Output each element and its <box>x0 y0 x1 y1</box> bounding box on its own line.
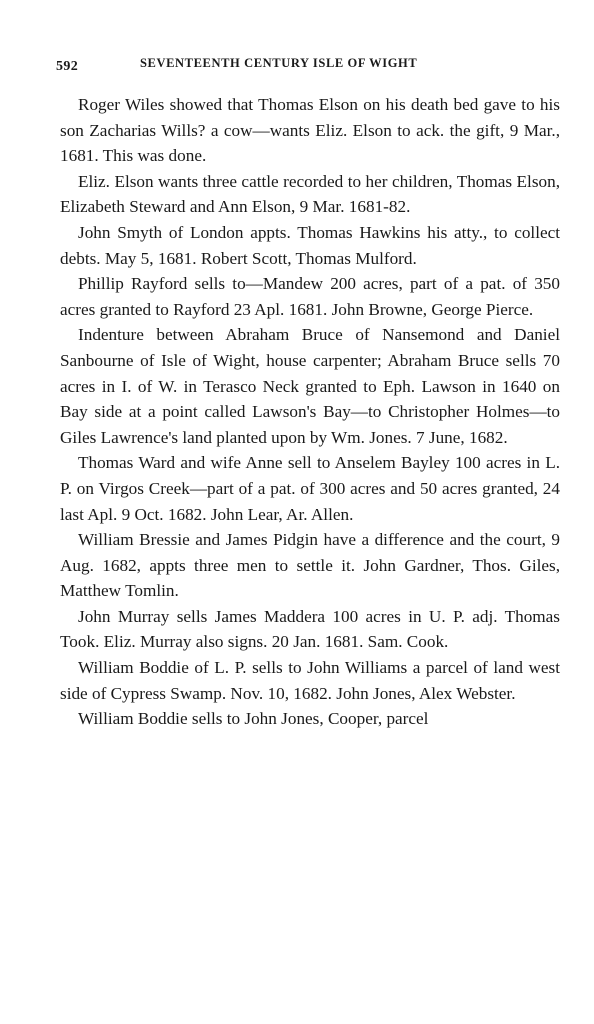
record-entry: John Murray sells James Maddera 100 acres in U. P. adj. Thomas Took. Eliz. Murray also signs. 20 Jan. 1681. Sam. Cook. <box>60 606 560 652</box>
record-entry: John Smyth of London appts. Thomas Hawkins his atty., to collect debts. May 5, 1681. Robert Scott, Thomas Mulford. <box>60 222 560 268</box>
record-entry: William Boddie of L. P. sells to John Williams a parcel of land west side of Cypress Swamp. Nov. 10, 1682. John Jones, Alex Webster. <box>60 658 560 703</box>
page-number: 592 <box>56 59 79 74</box>
record-entry: Phillip Rayford sells to—Mandew 200 acres, part of a pat. of 350 acres granted to Rayford 23 Apl. 1681. John Browne, George Pierce. <box>60 274 560 319</box>
record-entry: Roger Wiles showed that Thomas Elson on his death bed gave to his son Zacharias Wills? a cow—wants Eliz. Elson to ack. the gift, 9 Mar., 1681. This was done. <box>60 95 560 166</box>
page-header <box>56 56 476 76</box>
record-entry: Thomas Ward and wife Anne sell to Anselem Bayley 100 acres in L. P. on Virgos Creek—part of a pat. of 300 acres and 50 acres granted, 24 last Apl. 9 Oct. 1682. John Lear, Ar. Allen. <box>60 453 560 524</box>
record-entry-continued: William Boddie sells to John Jones, Cooper, parcel <box>78 709 429 729</box>
record-entry: William Bressie and James Pidgin have a difference and the court, 9 Aug. 1682, appts three men to settle it. John Gardner, Thos. Giles, Matthew Tomlin. <box>60 530 560 601</box>
page-body <box>60 92 560 732</box>
record-entry: Indenture between Abraham Bruce of Nansemond and Daniel Sanbourne of Isle of Wight, house carpenter; Abraham Bruce sells 70 acres in I. of W. in Terasco Neck granted to Eph. Lawson in 1640 on Bay side at a point called Lawson's Bay—to Christopher Holmes—to Giles Lawrence's land planted upon by Wm. Jones. 7 June, 1682. <box>60 325 560 447</box>
record-entry: Eliz. Elson wants three cattle recorded to her children, Thomas Elson, Elizabeth Steward and Ann Elson, 9 Mar. 1681-82. <box>60 171 560 217</box>
running-head: SEVENTEENTH CENTURY ISLE OF WIGHT <box>140 56 418 70</box>
